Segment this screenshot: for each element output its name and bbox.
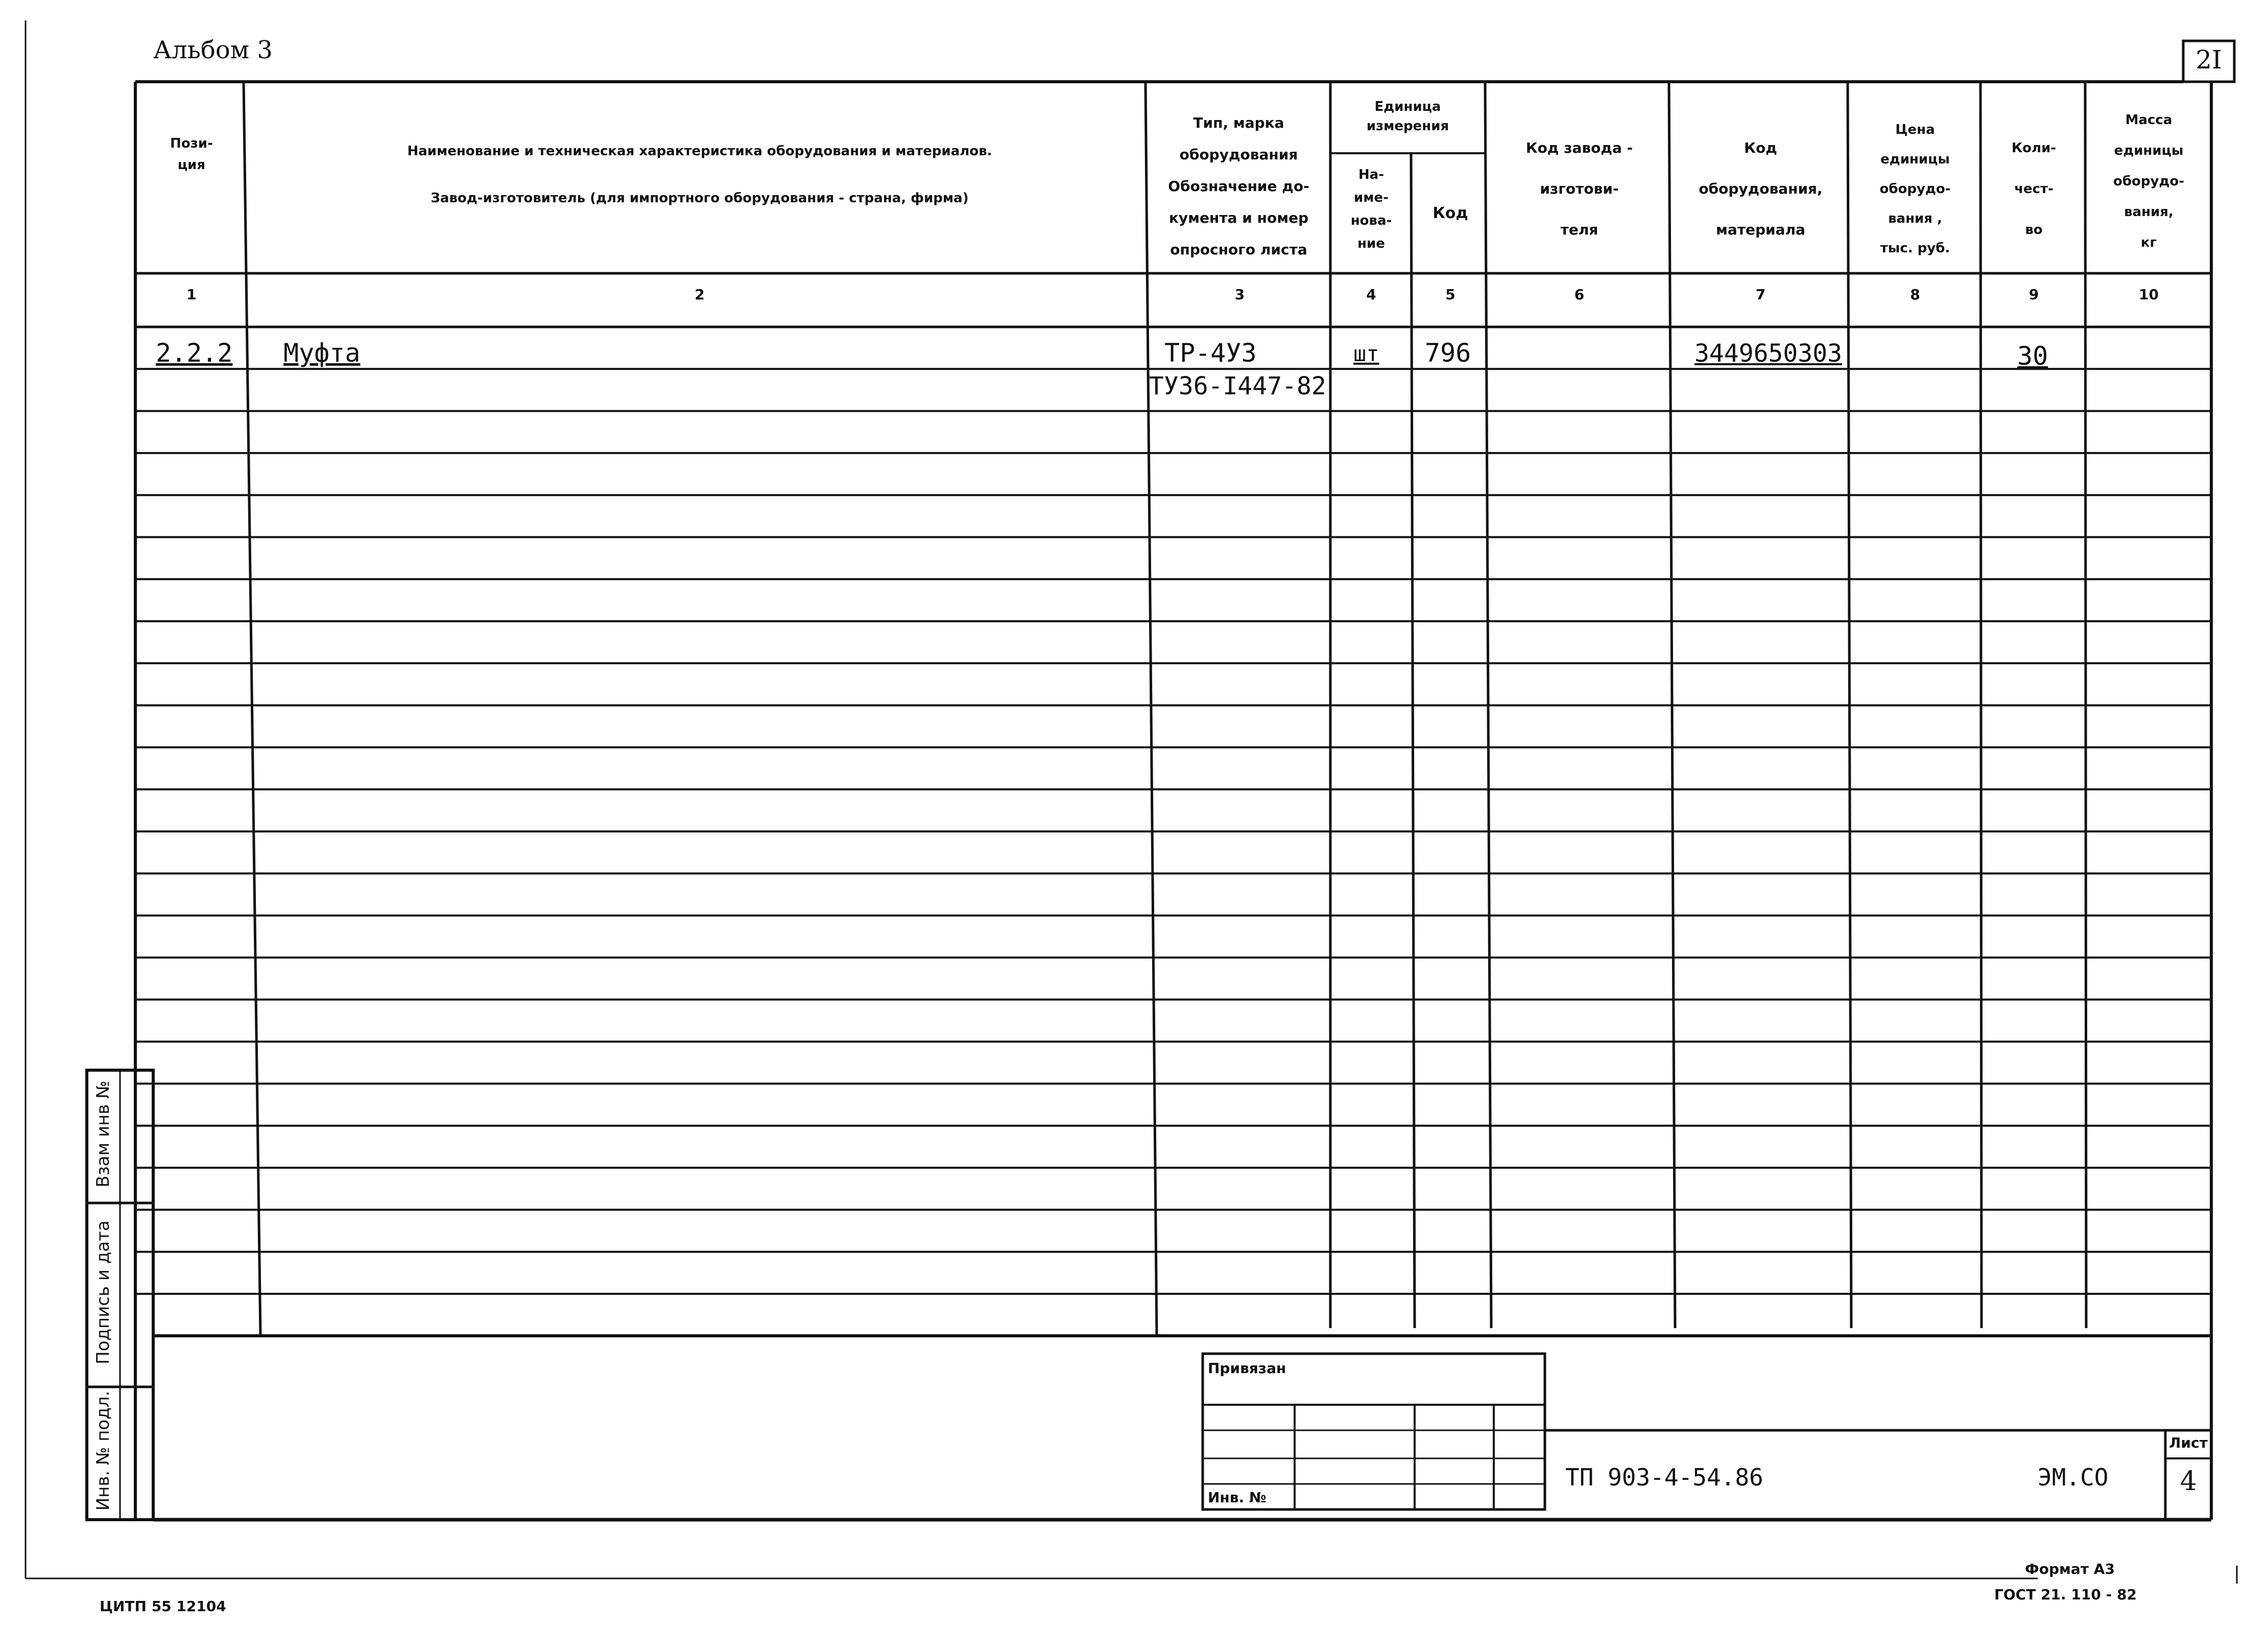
row-type-1: ТР-4УЗ (1164, 338, 1257, 368)
row-unit-code: 796 (1425, 338, 1471, 368)
row-type-2: ТУ36-I447-82 (1149, 372, 1326, 400)
footer-format: Формат А3 (2025, 1561, 2115, 1577)
header-position: Пози- ция (170, 136, 213, 173)
column-number: 5 (1445, 286, 1455, 303)
row-quantity: 30 (2017, 341, 2048, 371)
sheet-number: 4 (2180, 1466, 2197, 1497)
stamp-inv-no: Инв. № (1208, 1489, 1267, 1506)
header-mass: Масса единицы оборудо- вания, кг (2113, 112, 2185, 250)
header-type: Тип, марка оборудования Обозначение до- кумента и номер опросного листа (1168, 114, 1309, 258)
column-number: 9 (2028, 286, 2039, 303)
footer-gost: ГОСТ 21. 110 - 82 (1994, 1586, 2137, 1603)
stamp-privyazan: Привязан (1208, 1360, 1286, 1377)
header-name: Наименование и техническая характеристика оборудования и материалов. Завод-изготовитель (для импортного оборудования - страна, фирма) (407, 144, 992, 206)
header-equipment-code: Код оборудования, материала (1699, 139, 1823, 238)
document-code: ТП 903-4-54.86 (1565, 1463, 1763, 1491)
column-number: 4 (1366, 286, 1376, 303)
column-number: 3 (1234, 286, 1245, 303)
page-number: 2I (2195, 45, 2222, 75)
header-quantity: Коли- чест- во (2011, 140, 2057, 238)
document-mark: ЭМ.СО (2038, 1463, 2109, 1491)
sheet-label: Лист (2169, 1434, 2208, 1451)
row-position: 2.2.2 (156, 338, 233, 368)
row-unit-name: шт (1353, 341, 1379, 366)
column-number: 7 (1755, 286, 1766, 303)
header-unit-code: Код (1433, 204, 1468, 222)
header-unit-group: Единица измерения (1366, 99, 1449, 134)
row-name: Муфта (283, 338, 361, 368)
column-number: 2 (695, 286, 705, 303)
header-price: Цена единицы оборудо- вания , тыс. руб. (1879, 122, 1951, 256)
header-manufacturer-code: Код завода - изготови- теля (1525, 139, 1633, 238)
side-label-inventory: Инв. № подл. (93, 1390, 113, 1511)
side-label-signature: Подпись и дата (93, 1220, 113, 1364)
row-equipment-code: 3449650303 (1694, 339, 1842, 368)
column-number: 1 (186, 286, 197, 303)
table-row-lines (137, 369, 2211, 1294)
column-number: 6 (1574, 286, 1585, 303)
column-number: 10 (2139, 286, 2159, 303)
footer-citp: ЦИТП 55 12104 (100, 1598, 226, 1615)
header-unit-name: На- име- нова- ние (1350, 167, 1392, 251)
album-label: Альбом 3 (153, 36, 273, 64)
side-label-vzam: Взам инв № (93, 1080, 113, 1188)
column-number: 8 (1910, 286, 1920, 303)
